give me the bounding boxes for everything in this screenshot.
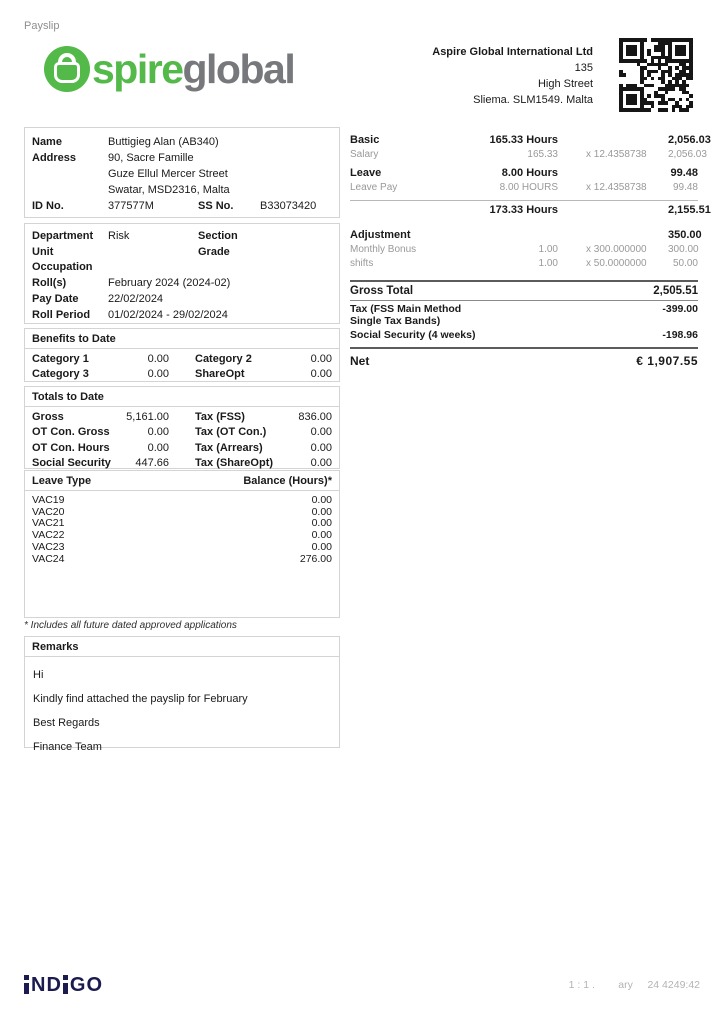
total-item	[32, 441, 169, 456]
roll-period-value: 01/02/2024 - 29/02/2024	[108, 308, 228, 321]
remark-line: Finance Team	[33, 741, 102, 753]
id-value: 377577M	[108, 200, 154, 212]
remarks-section	[24, 636, 340, 753]
unit-value	[108, 245, 198, 261]
remark-line: Best Regards	[33, 717, 100, 729]
detail-amount: 50.00	[672, 258, 698, 269]
total-label: OT Con. Gross	[32, 426, 110, 439]
tax-label-line1: Tax (FSS Main Method	[350, 303, 462, 315]
indigo-letter-i-icon	[24, 975, 29, 994]
leave-balance: 0.00	[311, 540, 332, 553]
leave-row	[32, 542, 332, 554]
leave-type: VAC22	[32, 529, 65, 542]
total-label: OT Con. Hours	[32, 441, 110, 454]
benefit-value: 0.00	[310, 353, 332, 365]
social-security-label: Social Security (4 weeks)	[350, 329, 476, 341]
spacer	[480, 228, 558, 243]
ss-label: SS No.	[198, 200, 234, 212]
leave-type: VAC23	[32, 540, 65, 553]
company-address-line: High Street	[537, 78, 593, 90]
ss-value: B33073420	[260, 200, 317, 212]
adjustment-label: Adjustment	[350, 229, 411, 241]
social-security-amount: -198.96	[662, 329, 698, 341]
benefit-item	[32, 367, 169, 382]
pay-date-value: 22/02/2024	[108, 292, 164, 305]
total-label: Tax (OT Con.)	[195, 426, 267, 439]
leave-type: VAC24	[32, 552, 65, 565]
detail-amount: 300.00	[668, 244, 699, 255]
total-item	[32, 425, 169, 440]
detail-rate: x 12.4358738	[586, 149, 647, 160]
remark-line: Kindly find attached the payslip for February	[33, 693, 248, 705]
company-address-line: 135	[574, 62, 593, 74]
indigo-text: GO	[69, 974, 104, 996]
totals-to-date-section	[24, 386, 340, 469]
section-value	[260, 229, 332, 245]
benefits-title: Benefits to Date	[25, 329, 339, 349]
leave-balance-section	[24, 470, 340, 618]
detail-qty: 165.33	[527, 149, 558, 160]
employee-address-line: Guze Ellul Mercer Street	[108, 168, 228, 180]
total-label: Social Security	[32, 456, 111, 469]
spacer	[32, 166, 108, 182]
occupation-value	[108, 260, 332, 276]
detail-amount: 2,056.03	[668, 149, 707, 160]
totals-title: Totals to Date	[25, 387, 339, 407]
detail-rate: x 12.4358738	[586, 182, 647, 193]
leave-balance: 0.00	[311, 529, 332, 542]
detail-amount: 99.48	[672, 182, 698, 193]
spacer	[350, 203, 480, 218]
gross-total-row	[350, 282, 698, 300]
section-label: Section	[198, 230, 238, 242]
detail-qty: 1.00	[538, 244, 558, 255]
grade-value	[260, 245, 332, 261]
basic-label: Basic	[350, 134, 380, 146]
qr-code	[619, 38, 693, 112]
employee-address-line: Swatar, MSD2316, Malta	[108, 184, 230, 196]
leave-type: VAC21	[32, 517, 65, 530]
tax-label-line2: Single Tax Bands)	[350, 314, 441, 327]
detail-label: Leave Pay	[350, 182, 398, 193]
benefit-value: 0.00	[310, 368, 332, 381]
total-label: Tax (Arrears)	[195, 441, 263, 454]
footer-meta-text: 1 : 1 . ary 24 4249:42	[568, 979, 700, 991]
total-value: 0.00	[147, 426, 169, 439]
aspire-logo-icon	[44, 46, 90, 92]
company-address-line: Sliema. SLM1549. Malta	[473, 94, 593, 106]
indigo-text: ND	[31, 974, 62, 996]
company-name: Aspire Global International Ltd	[432, 46, 593, 58]
leave-balance: 0.00	[311, 505, 332, 518]
benefit-label: Category 2	[195, 353, 252, 365]
salary-detail-row	[350, 148, 707, 162]
adjustment-detail-row	[350, 243, 698, 257]
tax-row	[350, 301, 698, 315]
tax-amount: -399.00	[662, 303, 698, 315]
grade-label: Grade	[198, 245, 230, 258]
leave-footnote: * Includes all future dated approved applications	[24, 620, 237, 631]
spacer	[558, 228, 668, 243]
leave-qty: 8.00 Hours	[501, 167, 558, 179]
id-label: ID No.	[32, 200, 64, 212]
remarks-title: Remarks	[25, 637, 339, 657]
total-item	[195, 410, 332, 425]
total-item	[195, 441, 332, 456]
total-label: Gross	[32, 411, 64, 423]
aspire-global-logo	[44, 46, 294, 92]
benefit-item	[32, 352, 169, 367]
leave-type: VAC19	[32, 494, 65, 506]
spacer	[558, 133, 668, 148]
leave-balance: 276.00	[299, 552, 332, 565]
subtotal-hours: 173.33 Hours	[489, 204, 558, 216]
basic-amount: 2,056.03	[668, 134, 711, 146]
adjustment-detail-row	[350, 257, 698, 271]
leave-balance: 0.00	[311, 494, 332, 506]
total-value: 836.00	[298, 411, 332, 423]
leave-balance-header: Balance (Hours)*	[243, 475, 332, 487]
leave-pay-detail-row	[350, 181, 698, 195]
total-value: 5,161.00	[126, 411, 169, 423]
net-row	[350, 349, 698, 368]
total-label: Tax (FSS)	[195, 411, 245, 423]
employment-details-section	[24, 223, 340, 324]
detail-qty: 1.00	[538, 258, 558, 269]
detail-label: Monthly Bonus	[350, 244, 417, 255]
adjustment-amount: 350.00	[668, 229, 702, 241]
department-label: Department	[32, 230, 94, 242]
total-value: 0.00	[310, 426, 332, 439]
remark-line: Hi	[33, 669, 44, 681]
department-value: Risk	[108, 230, 130, 242]
benefit-label: ShareOpt	[195, 368, 245, 381]
detail-rate: x 50.0000000	[586, 258, 647, 269]
subtotal-amount: 2,155.51	[668, 204, 711, 216]
benefit-value: 0.00	[147, 368, 169, 381]
roll-period-label: Roll Period	[32, 308, 91, 321]
total-value: 0.00	[147, 441, 169, 454]
benefit-value: 0.00	[147, 353, 169, 365]
total-item	[32, 456, 169, 471]
total-label: Tax (ShareOpt)	[195, 456, 274, 469]
indigo-logo	[23, 974, 103, 995]
benefit-label: Category 3	[32, 368, 89, 381]
total-item	[195, 425, 332, 440]
employee-address-line: 90, Sacre Famille	[108, 152, 194, 164]
hours-subtotal-row	[350, 201, 711, 218]
leave-row	[32, 530, 332, 542]
detail-rate: x 300.000000	[586, 244, 647, 255]
company-address-block	[300, 44, 593, 108]
basic-row	[350, 133, 711, 148]
total-item	[195, 456, 332, 471]
leave-amount: 99.48	[670, 167, 698, 179]
rolls-value: February 2024 (2024-02)	[108, 277, 231, 290]
logo-word-aspire: spire	[92, 46, 183, 92]
spacer	[558, 166, 668, 181]
rolls-label: Roll(s)	[32, 277, 67, 290]
detail-label: Salary	[350, 149, 379, 160]
pay-summary-column	[350, 133, 711, 368]
leave-row	[32, 554, 332, 566]
unit-label: Unit	[32, 245, 54, 258]
benefit-item	[195, 352, 332, 367]
bag-body-icon	[54, 62, 80, 83]
total-value: 447.66	[135, 456, 169, 469]
benefits-to-date-section	[24, 328, 340, 382]
leave-label: Leave	[350, 167, 382, 179]
leave-balance: 0.00	[311, 517, 332, 530]
indigo-letter-i-icon	[63, 975, 68, 994]
net-label: Net	[350, 354, 370, 368]
spacer	[558, 203, 668, 218]
social-security-row	[350, 326, 698, 347]
net-amount: € 1,907.55	[636, 354, 698, 368]
pay-date-label: Pay Date	[32, 292, 79, 305]
gross-total-amount: 2,505.51	[653, 285, 698, 297]
basic-qty: 165.33 Hours	[489, 134, 558, 146]
total-item	[32, 410, 169, 425]
detail-qty: 8.00 HOURS	[499, 182, 558, 193]
employee-name: Buttigieg Alan (AB340)	[108, 136, 219, 148]
leave-row	[32, 495, 332, 507]
benefit-label: Category 1	[32, 353, 89, 365]
total-value: 0.00	[310, 456, 332, 469]
leave-row	[32, 507, 332, 519]
occupation-label: Occupation	[32, 261, 93, 274]
logo-word-global: global	[182, 46, 295, 92]
spacer	[32, 182, 108, 198]
leave-type: VAC20	[32, 505, 65, 518]
gross-total-label: Gross Total	[350, 285, 414, 297]
employee-identity-section	[24, 127, 340, 218]
leave-type-header: Leave Type	[32, 475, 92, 487]
adjustment-row	[350, 228, 702, 243]
leave-row	[32, 518, 332, 530]
leave-pay-row	[350, 166, 698, 181]
detail-label: shifts	[350, 258, 374, 269]
benefit-item	[195, 367, 332, 382]
address-label: Address	[32, 152, 77, 164]
name-label: Name	[32, 136, 62, 148]
total-value: 0.00	[310, 441, 332, 454]
page-title: Payslip	[24, 20, 60, 32]
